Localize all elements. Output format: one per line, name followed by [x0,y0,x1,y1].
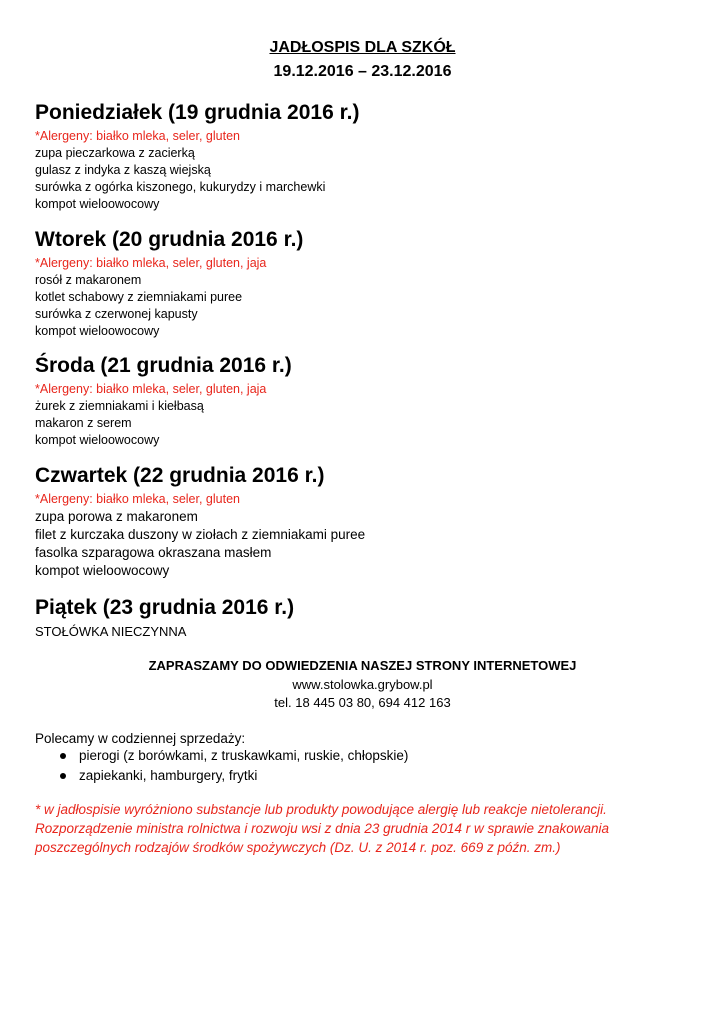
list-item: fasolka szparagowa okraszana masłem [35,545,272,560]
website-invite: ZAPRASZAMY DO ODWIEDZENIA NASZEJ STRONY INTERNETOWEJ [148,658,577,673]
legal-note-line: poszczególnych rodzajów środków spożywczych (Dz. U. z 2014 r. poz. 669 z późn. zm.) [35,840,561,855]
list-item: kompot wieloowocowy [35,197,160,211]
dish-list [35,508,695,580]
day-heading: Wtorek (20 grudnia 2016 r.) [35,228,304,251]
list-item: kotlet schabowy z ziemniakami puree [35,290,243,304]
list-item [60,746,408,766]
list-item: zupa pieczarkowa z zacierką [35,146,195,160]
list-item: surówka z czerwonej kapusty [35,307,198,321]
day-heading: Środa (21 grudnia 2016 r.) [35,354,292,377]
list-item-text: pierogi (z borówkami, z truskawkami, ruskie, chłopskie) [79,748,409,763]
list-item: filet z kurczaka duszony w ziołach z ziemniakami puree [35,527,366,542]
phone-number: tel. 18 445 03 80, 694 412 163 [274,695,451,710]
legal-note-line: * w jadłospisie wyróżniono substancje lub produkty powodujące alergię lub reakcje nietolerancji. [35,802,607,817]
dish-list [35,145,695,213]
day-friday [35,595,695,641]
recommend-label: Polecamy w codziennej sprzedaży: [35,731,246,746]
date-range: 19.12.2016 – 23.12.2016 [273,63,452,80]
document-title: JADŁOSPIS DLA SZKÓŁ [269,39,456,56]
allergen-legal-note [35,800,695,857]
day-heading: Czwartek (22 grudnia 2016 r.) [35,464,325,487]
day-tuesday [35,227,695,340]
list-item: żurek z ziemniakami i kiełbasą [35,399,204,413]
list-item: kompot wieloowocowy [35,433,160,447]
dish-list [35,272,695,340]
list-item-text: zapiekanki, hamburgery, frytki [79,768,258,783]
bullet-icon [60,753,66,759]
day-heading: Piątek (23 grudnia 2016 r.) [35,596,295,619]
list-item: kompot wieloowocowy [35,563,170,578]
recommend-list [60,746,408,786]
day-thursday [35,463,695,580]
dish-list [35,398,695,449]
day-wednesday [35,353,695,449]
allergens-line: *Alergeny: białko mleka, seler, gluten [35,129,240,143]
allergens-line: *Alergeny: białko mleka, seler, gluten, jaja [35,382,267,396]
list-item: gulasz z indyka z kaszą wiejską [35,163,211,177]
day-heading: Poniedziałek (19 grudnia 2016 r.) [35,101,360,124]
list-item: makaron z serem [35,416,132,430]
allergens-line: *Alergeny: białko mleka, seler, gluten [35,492,240,506]
list-item: kompot wieloowocowy [35,324,160,338]
legal-note-line: Rozporządzenie ministra rolnictwa i rozwoju wsi z dnia 23 grudnia 2014 r w sprawie znakowania [35,821,610,836]
website-link[interactable]: www.stolowka.grybow.pl [292,677,433,692]
list-item [60,766,408,786]
list-item: rosół z makaronem [35,273,142,287]
list-item: zupa porowa z makaronem [35,509,198,524]
closed-notice: STOŁÓWKA NIECZYNNA [35,624,187,639]
bullet-icon [60,773,66,779]
list-item: surówka z ogórka kiszonego, kukurydzy i marchewki [35,180,326,194]
allergens-line: *Alergeny: białko mleka, seler, gluten, jaja [35,256,267,270]
day-monday [35,100,695,213]
